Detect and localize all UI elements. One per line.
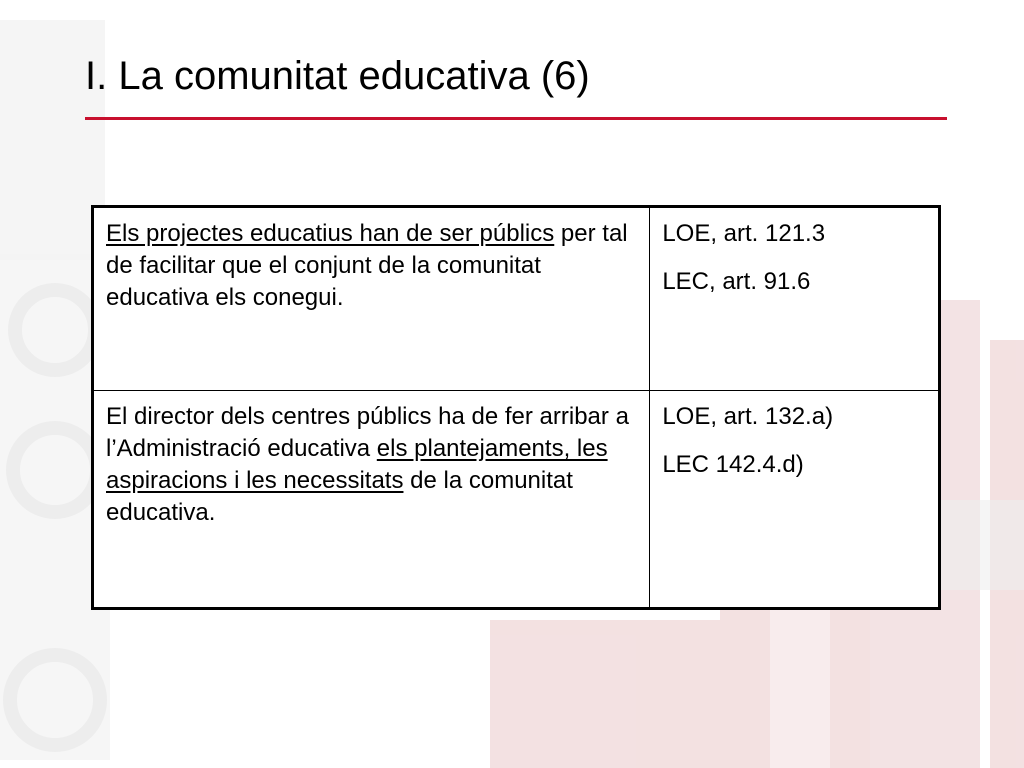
table-row [93,391,940,609]
title-underline-rule [85,117,947,120]
legislation-table [91,205,941,610]
table-cell-references [650,391,940,609]
slide-title: I. La comunitat educativa (6) [85,54,590,98]
table-row [93,207,940,391]
table-cell-statement [93,207,650,391]
table-cell-references [650,207,940,391]
underlined-phrase: Els projectes educatius han de ser públics [106,220,555,247]
statement-text: per tal de facilitar que el conjunt de la comunitat educativa els conegui. [106,220,628,311]
underlined-phrase: els plantejaments, les aspiracions i les necessitats [106,435,608,494]
law-reference: LOE, art. 121.3 [662,220,826,247]
statement-text: de la comunitat educativa. [106,467,573,526]
table-cell-statement [93,391,650,609]
law-reference: LEC 142.4.d) [662,451,804,478]
law-reference: LOE, art. 132.a) [662,403,834,430]
law-reference: LEC, art. 91.6 [662,268,811,295]
statement-text: El director dels centres públics ha de fer arribar a l’Administració educativa [106,403,629,462]
